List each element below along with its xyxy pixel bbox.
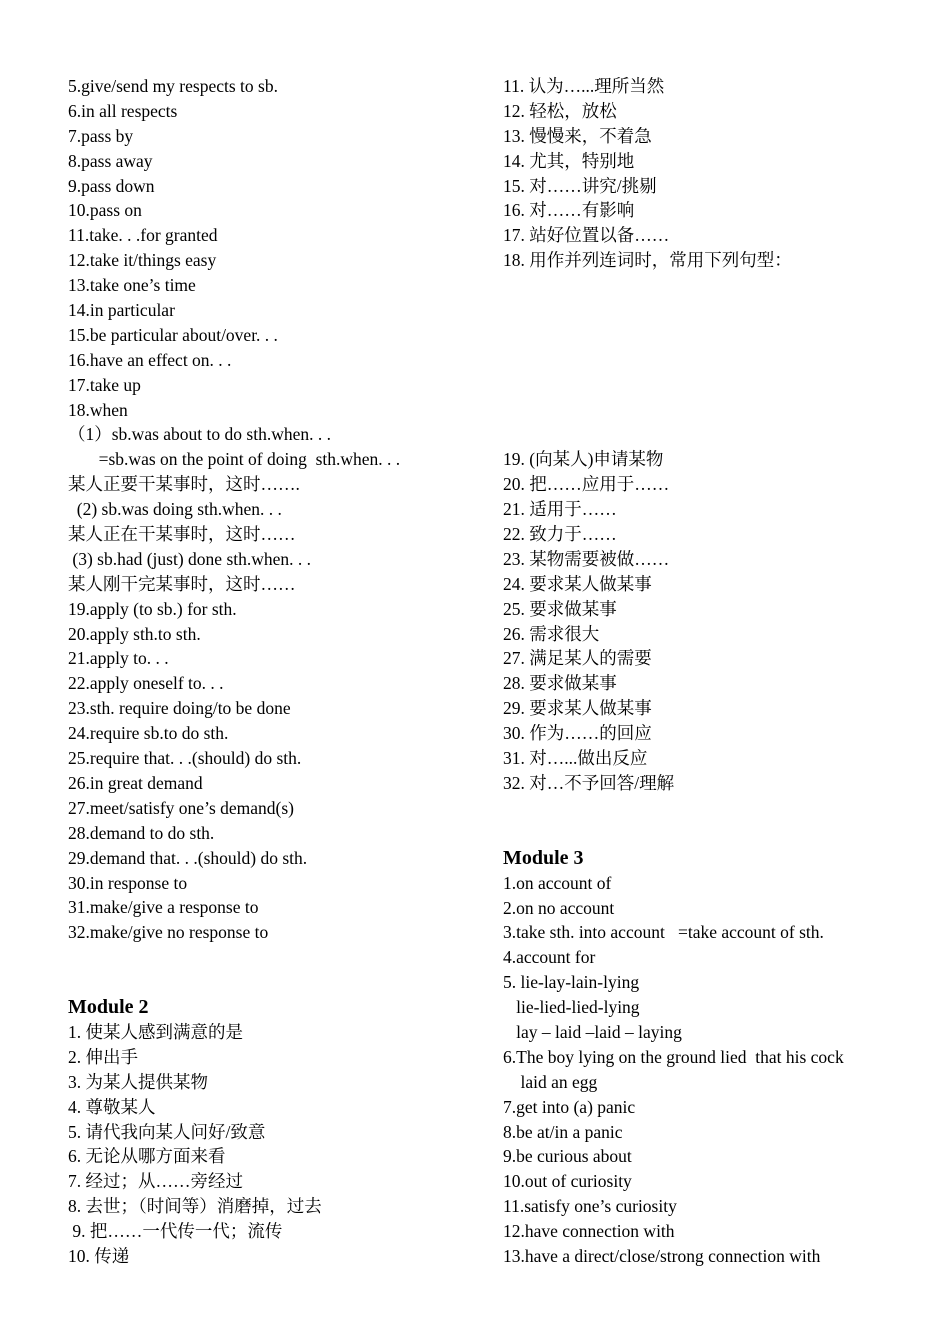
phrase-line: 13.take one’s time: [68, 275, 196, 296]
phrase-line: 1. 使某人感到满意的是: [68, 1021, 243, 1042]
phrase-line: =sb.was on the point of doing sth.when. . .: [68, 449, 401, 470]
blank-line: [68, 970, 488, 995]
phrase-line: 7. 经过；从……旁经过: [68, 1171, 243, 1192]
blank-line: [503, 398, 923, 423]
phrase-line: 9.pass down: [68, 175, 155, 196]
phrase-line: 8.pass away: [68, 150, 153, 171]
phrase-line: 14.in particular: [68, 300, 175, 321]
phrase-line: (3) sb.had (just) done sth.when. . .: [68, 548, 312, 569]
phrase-line: 21.apply to. . .: [68, 648, 169, 669]
phrase-line: laid an egg: [503, 1071, 598, 1092]
blank-line: [503, 273, 923, 298]
phrase-line: 16.have an effect on. . .: [68, 349, 232, 370]
phrase-line: 29.demand that. . .(should) do sth.: [68, 847, 308, 868]
phrase-line: 13.have a direct/close/strong connection with: [503, 1245, 821, 1266]
left-column: [68, 74, 488, 1269]
phrase-line: 30.in response to: [68, 872, 188, 893]
phrase-line: 16. 对……有影响: [503, 200, 635, 221]
phrase-line: 31.make/give a response to: [68, 897, 259, 918]
blank-line: [503, 796, 923, 821]
phrase-line: lie-lied-lied-lying: [503, 997, 640, 1018]
right-column: [503, 74, 923, 1269]
phrase-line: 9. 把……一代传一代；流传: [68, 1221, 283, 1242]
phrase-line: 2. 伸出手: [68, 1046, 138, 1067]
phrase-line: 29. 要求某人做某事: [503, 698, 652, 719]
phrase-line: 14. 尤其，特别地: [503, 150, 635, 171]
phrase-line: 22.apply oneself to. . .: [68, 673, 224, 694]
phrase-line: 11. 认为…...理所当然: [503, 76, 665, 96]
phrase-line: 32.make/give no response to: [68, 922, 269, 943]
phrase-line: 5.give/send my respects to sb.: [68, 76, 278, 96]
phrase-line: 11.take. . .for granted: [68, 225, 218, 246]
phrase-line: 24.require sb.to do sth.: [68, 723, 229, 744]
phrase-line: 9.be curious about: [503, 1146, 632, 1167]
phrase-line: 某人正要干某事时，这时…….: [68, 474, 300, 495]
phrase-line: 25.require that. . .(should) do sth.: [68, 748, 302, 769]
phrase-line: 8. 去世；（时间等）消磨掉，过去: [68, 1196, 322, 1217]
phrase-line: 6. 无论从哪方面来看: [68, 1146, 226, 1167]
blank-line: [503, 348, 923, 373]
phrase-line: 7.get into (a) panic: [503, 1096, 636, 1117]
phrase-line: 某人刚干完某事时，这时……: [68, 573, 296, 594]
phrase-line: 21. 适用于……: [503, 499, 617, 520]
phrase-line: 20.apply sth.to sth.: [68, 623, 201, 644]
phrase-line: 30. 作为……的回应: [503, 723, 652, 744]
blank-line: [503, 298, 923, 323]
phrase-line: 3. 为某人提供某物: [68, 1071, 208, 1092]
blank-line: [68, 945, 488, 970]
phrase-line: 23. 某物需要被做……: [503, 548, 670, 569]
phrase-line: 20. 把……应用于……: [503, 474, 670, 495]
phrase-line: 26.in great demand: [68, 772, 203, 793]
phrase-line: 10.pass on: [68, 200, 142, 221]
phrase-line: 18. 用作并列连词时，常用下列句型：: [503, 250, 792, 271]
phrase-line: 8.be at/in a panic: [503, 1121, 623, 1142]
phrase-line: 4. 尊敬某人: [68, 1096, 156, 1117]
phrase-line: 10.out of curiosity: [503, 1171, 632, 1192]
phrase-line: 25. 要求做某事: [503, 598, 617, 619]
phrase-line: 6.in all respects: [68, 100, 178, 121]
phrase-line: 28. 要求做某事: [503, 673, 617, 694]
blank-line: [503, 323, 923, 348]
phrase-line: 27.meet/satisfy one’s demand(s): [68, 797, 294, 818]
blank-line: [503, 373, 923, 398]
module-heading: Module 3: [503, 846, 584, 869]
phrase-line: 15. 对……讲究/挑剔: [503, 175, 657, 196]
phrase-line: 24. 要求某人做某事: [503, 573, 652, 594]
blank-line: [503, 821, 923, 846]
phrase-line: 10. 传递: [68, 1245, 130, 1266]
phrase-line: 27. 满足某人的需要: [503, 648, 652, 669]
phrase-line: 17. 站好位置以备……: [503, 225, 670, 246]
phrase-line: 17.take up: [68, 374, 141, 395]
phrase-line: 某人正在干某事时，这时……: [68, 524, 296, 545]
phrase-line: 7.pass by: [68, 125, 134, 146]
phrase-line: 1.on account of: [503, 872, 612, 893]
phrase-line: 26. 需求很大: [503, 623, 600, 644]
phrase-line: 3.take sth. into account =take account of sth.: [503, 922, 824, 943]
phrase-line: 32. 对…不予回答/理解: [503, 772, 675, 793]
phrase-line: 22. 致力于……: [503, 524, 617, 545]
phrase-line: 2.on no account: [503, 897, 615, 918]
module-heading: Module 2: [68, 995, 149, 1018]
phrase-line: 13. 慢慢来，不着急: [503, 125, 652, 146]
phrase-line: 12. 轻松，放松: [503, 100, 617, 121]
phrase-line: 5. lie-lay-lain-lying: [503, 972, 640, 993]
phrase-line: 11.satisfy one’s curiosity: [503, 1196, 677, 1217]
blank-line: [503, 422, 923, 447]
phrase-line: 31. 对…...做出反应: [503, 748, 648, 769]
phrase-line: (2) sb.was doing sth.when. . .: [68, 499, 282, 520]
phrase-line: 5. 请代我向某人问好/致意: [68, 1121, 266, 1142]
phrase-line: （1）sb.was about to do sth.when. . .: [68, 424, 331, 445]
phrase-line: 12.have connection with: [503, 1221, 675, 1242]
phrase-line: 18.when: [68, 399, 128, 420]
phrase-line: 19.apply (to sb.) for sth.: [68, 598, 237, 619]
phrase-line: 15.be particular about/over. . .: [68, 324, 278, 345]
phrase-line: 6.The boy lying on the ground lied that his cock: [503, 1046, 844, 1067]
phrase-line: 12.take it/things easy: [68, 250, 217, 271]
phrase-line: 19. (向某人)申请某物: [503, 449, 664, 470]
phrase-line: 23.sth. require doing/to be done: [68, 698, 291, 719]
phrase-line: 28.demand to do sth.: [68, 822, 215, 843]
phrase-line: lay – laid –laid – laying: [503, 1021, 682, 1042]
phrase-line: 4.account for: [503, 947, 596, 968]
